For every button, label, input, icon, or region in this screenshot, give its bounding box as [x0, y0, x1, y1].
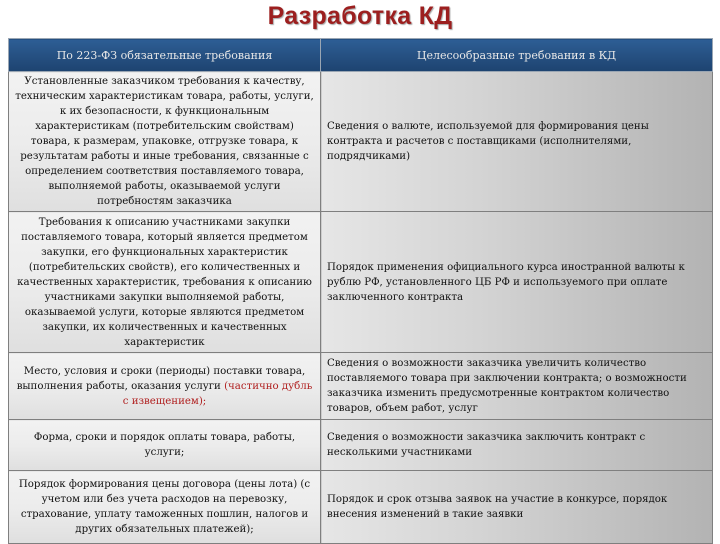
mandatory-cell: Установленные заказчиком требования к качеству, техническим характеристикам товара, работы, услуги, к их безопасности, к функциональным характеристикам (потребительским свойствам) товара, к размерам, упаковке, отгрузке товара, к результатам работы и иные требования, связанные с определением соответствия поставляемого товара, выполняемой работы, оказываемой услуги потребностям заказчика	[9, 72, 321, 212]
table-row	[9, 420, 713, 471]
mandatory-cell: Форма, сроки и порядок оплаты товара, работы, услуги;	[9, 420, 321, 471]
table-row	[9, 212, 713, 353]
table-header-row	[9, 39, 713, 72]
recommended-cell: Сведения о возможности заказчика заключить контракт с несколькими участниками	[321, 420, 713, 471]
recommended-cell: Порядок и срок отзыва заявок на участие в конкурсе, порядок внесения изменений в такие заявки	[321, 471, 713, 544]
table-row	[9, 353, 713, 420]
mandatory-cell: Требования к описанию участниками закупки поставляемого товара, который является предметом закупки, его функциональных характеристик (потребительских свойств), его количественных и качественных характеристик, требования к описанию участниками закупки выполняемой работы, оказываемой услуги, которые являются предметом закупки, их количественных и качественных характеристик	[9, 212, 321, 353]
table-row	[9, 471, 713, 544]
mandatory-cell-text: Место, условия и сроки (периоды) поставки товара, выполнения работы, оказания услуги	[16, 365, 306, 392]
recommended-cell: Сведения о валюте, используемой для формирования цены контракта и расчетов с поставщиками (исполнителями, подрядчиками)	[321, 72, 713, 212]
recommended-cell: Сведения о возможности заказчика увеличить количество поставляемого товара при заключении контракта; о возможности заказчика изменить предусмотренные контрактом количество товаров, объем работ, услуг	[321, 353, 713, 420]
requirements-table	[8, 38, 713, 544]
recommended-cell: Порядок применения официального курса иностранной валюты к рублю РФ, установленного ЦБ РФ и используемого при оплате заключенного контракта	[321, 212, 713, 353]
mandatory-cell: Порядок формирования цены договора (цены лота) (с учетом или без учета расходов на перевозку, страхование, уплату таможенных пошлин, налогов и других обязательных платежей);	[9, 471, 321, 544]
header-mandatory-requirements: По 223-ФЗ обязательные требования	[9, 39, 321, 72]
table-row	[9, 72, 713, 212]
duplicate-note: (частично дубль с извещением);	[122, 380, 313, 407]
page-title: Разработка КД	[267, 2, 453, 30]
header-recommended-requirements: Целесообразные требования в КД	[321, 39, 713, 72]
mandatory-cell	[9, 353, 321, 420]
